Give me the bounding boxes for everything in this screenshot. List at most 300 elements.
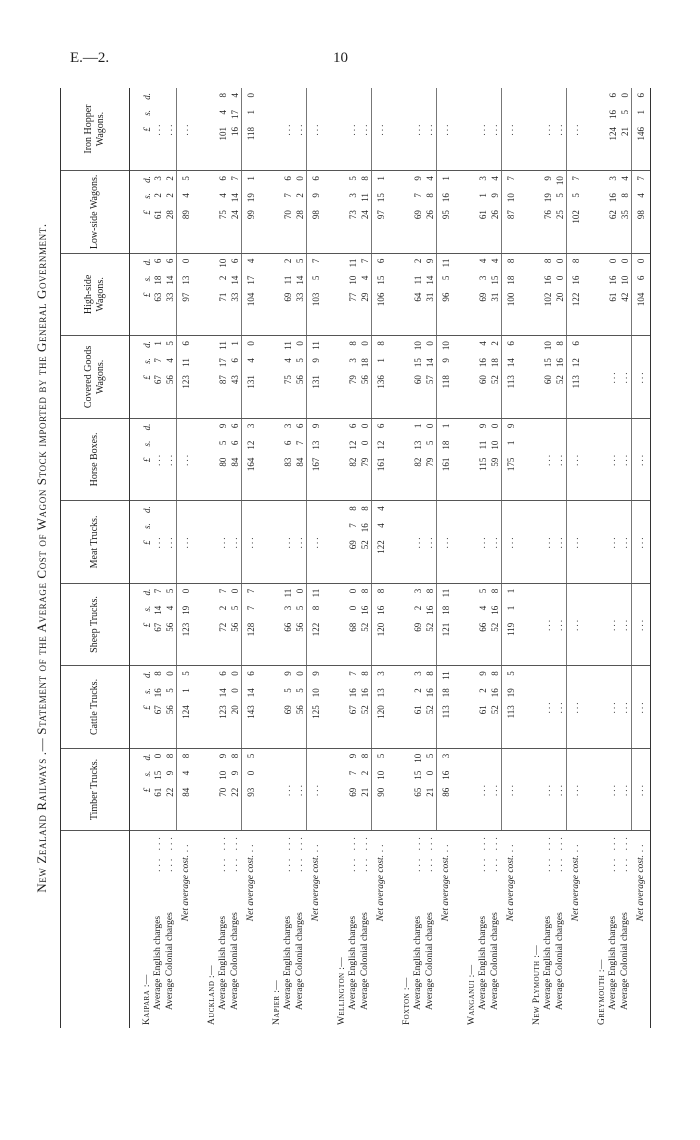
pence: 0	[230, 588, 240, 594]
row-label-text: Average Colonial charges	[555, 912, 565, 1010]
amount-cell	[437, 88, 456, 171]
pence: 1	[230, 341, 240, 346]
shillings: 10	[376, 770, 386, 780]
pence: 1	[506, 588, 516, 594]
units-cell	[195, 336, 217, 419]
shillings: 8	[311, 605, 321, 611]
net-label-text: Net average cost	[245, 857, 256, 922]
row-label-text: Average English charges	[478, 915, 488, 1010]
currency-units	[142, 669, 152, 745]
amount	[542, 257, 554, 333]
amount	[502, 339, 520, 415]
amount-cell	[502, 253, 521, 336]
row-label-text: Average English charges	[413, 915, 423, 1010]
amount-cell	[307, 88, 326, 171]
amount-cell	[437, 171, 456, 254]
shillings: 0	[425, 770, 435, 776]
table-title: New Zealand Railways.—Statement of the Average Cost of Wagon Stock imported by the General Government.	[34, 223, 49, 893]
units-cell	[455, 748, 477, 831]
pounds: 52	[555, 375, 565, 385]
pence: 11	[283, 341, 293, 350]
colonial-charges-row	[489, 88, 502, 1028]
pence: 5	[181, 671, 191, 676]
pounds: 52	[425, 622, 435, 632]
pence: 4	[478, 341, 488, 346]
pounds: 73	[348, 210, 358, 220]
pounds: 167	[311, 457, 321, 472]
amount-cell	[229, 418, 242, 501]
shillings: 14	[230, 193, 240, 203]
currency-units	[142, 257, 152, 333]
amount-cell	[632, 583, 651, 666]
amount-cell	[372, 88, 391, 171]
amount-cell	[502, 666, 521, 749]
leader-dots: ... ...	[555, 834, 565, 872]
header-label-cell	[61, 831, 130, 1028]
pounds: 52	[360, 622, 370, 632]
pounds: 118	[441, 375, 451, 389]
amount-cell	[372, 253, 391, 336]
pounds: 104	[636, 292, 646, 307]
port-heading-row	[195, 88, 217, 1028]
amount-cell	[164, 253, 177, 336]
pence: 8	[153, 671, 163, 676]
pence: 6	[165, 258, 175, 264]
amount	[424, 339, 436, 415]
amount	[412, 174, 424, 250]
pounds: 79	[425, 457, 435, 467]
pounds: 79	[360, 457, 370, 467]
pence: 0	[608, 258, 618, 264]
pounds: 59	[490, 457, 500, 467]
amount-cell	[359, 583, 372, 666]
port-name-text: New Plymouth :—	[532, 944, 542, 1025]
pence: 4	[376, 506, 386, 511]
blank-mark: ...	[571, 700, 581, 714]
amount	[152, 669, 164, 745]
pence: 8	[348, 506, 358, 511]
pounds: 57	[425, 375, 435, 385]
blank-mark: ...	[608, 700, 618, 714]
blank-mark: ...	[478, 782, 488, 797]
amount-cell	[359, 501, 372, 584]
amount-cell	[347, 171, 359, 254]
row-label-text: Average Colonial charges	[425, 912, 435, 1010]
blank-mark: ...	[311, 535, 321, 549]
shillings: 18	[360, 358, 370, 368]
leader-dots: ... ...	[425, 834, 435, 872]
amount	[437, 339, 455, 415]
pence: 5	[425, 753, 435, 759]
units-cell	[455, 583, 477, 666]
pence: 11	[283, 588, 293, 598]
pence: 4	[425, 176, 435, 181]
amount	[424, 174, 436, 250]
shillings: 6	[283, 440, 293, 446]
shillings: 7	[283, 193, 293, 198]
units-cell	[585, 88, 607, 171]
row-label	[607, 831, 619, 1028]
title-country: New Zealand Railways	[34, 758, 49, 893]
amount	[164, 174, 176, 250]
pounds: 68	[348, 622, 358, 632]
amount	[437, 174, 455, 250]
units-cell	[195, 171, 217, 254]
amount	[282, 257, 294, 333]
shillings: 10	[620, 275, 630, 285]
pence: 8	[376, 588, 386, 594]
amount-cell	[307, 666, 326, 749]
shillings: 7	[348, 523, 358, 528]
shillings: 16	[376, 605, 386, 615]
amount	[282, 339, 294, 415]
amount	[489, 339, 501, 415]
pence: 10	[413, 341, 423, 351]
units-cell	[585, 748, 607, 831]
row-label-text: Average English charges	[543, 915, 553, 1010]
amount	[477, 257, 489, 333]
amount-cell	[567, 171, 586, 254]
pounds: 115	[478, 457, 488, 471]
blank-mark: ...	[543, 452, 553, 466]
pounds: 113	[506, 375, 516, 389]
row-label-text: Average Colonial charges	[230, 912, 240, 1010]
amount-cell	[372, 501, 391, 584]
pounds: 52	[425, 705, 435, 715]
shillings: 16	[425, 605, 435, 615]
blank-mark: ...	[441, 122, 451, 136]
pence: 10	[555, 176, 565, 186]
amount-cell	[607, 748, 619, 831]
leader-dots: ...	[440, 841, 451, 858]
units-cell	[520, 336, 542, 419]
amount	[164, 669, 176, 745]
blank-mark: ...	[543, 700, 553, 714]
blank-mark: ...	[636, 535, 646, 549]
net-label	[632, 831, 651, 1028]
amount-cell	[632, 748, 651, 831]
blank-mark: ...	[311, 122, 321, 136]
amount-cell	[347, 88, 359, 171]
column-header: Low-side Wagons.	[61, 171, 130, 254]
units-cell	[520, 583, 542, 666]
pence-unit: d.	[142, 423, 152, 431]
amount	[177, 752, 195, 828]
row-label	[217, 831, 229, 1028]
amount-cell	[242, 253, 261, 336]
pounds: 131	[246, 375, 256, 389]
pounds: 131	[311, 375, 321, 389]
colonial-charges-row	[359, 88, 372, 1028]
pounds: 52	[360, 540, 370, 550]
pence: 3	[246, 423, 256, 429]
shillings: 16	[360, 688, 370, 698]
pence: 0	[490, 423, 500, 429]
amount	[554, 257, 566, 333]
amount-cell	[424, 418, 437, 501]
pence-unit: d.	[142, 588, 152, 596]
amount	[294, 339, 306, 415]
shillings: 12	[348, 440, 358, 450]
pounds: 122	[311, 622, 321, 637]
amount-cell	[164, 583, 177, 666]
amount-cell	[502, 88, 521, 171]
amount-cell	[489, 253, 502, 336]
amount-cell	[217, 583, 229, 666]
amount-cell	[424, 171, 437, 254]
amount	[554, 174, 566, 250]
amount-cell	[489, 88, 502, 171]
pence: 9	[348, 753, 358, 759]
units-cell	[585, 501, 607, 584]
shillings: 13	[311, 440, 321, 450]
amount	[177, 587, 195, 663]
title-statement: Statement of the Average Cost of Wagon Stock imported by the General Government.	[34, 223, 49, 735]
shillings: 12	[571, 358, 581, 368]
amount	[217, 422, 229, 498]
amount	[164, 339, 176, 415]
pounds: 56	[295, 375, 305, 385]
currency-units	[142, 587, 152, 663]
blank-mark: ...	[165, 122, 175, 136]
amount	[152, 752, 164, 828]
amount	[229, 257, 241, 333]
amount	[359, 174, 371, 250]
amount-cell	[152, 666, 164, 749]
amount-cell	[437, 501, 456, 584]
units-cell	[585, 336, 607, 419]
row-label	[359, 831, 372, 1028]
pounds: 63	[153, 292, 163, 302]
pence: 9	[506, 423, 516, 429]
shillings: 16	[490, 605, 500, 615]
pence: 11	[311, 341, 321, 350]
pence: 7	[506, 176, 516, 181]
amount-cell	[477, 88, 489, 171]
pence: 6	[376, 423, 386, 429]
english-charges-row	[412, 88, 424, 1028]
leader-dots: ... ...	[218, 834, 228, 872]
amount	[424, 669, 436, 745]
pounds: 124	[181, 705, 191, 719]
english-charges-row	[152, 88, 164, 1028]
pence: 8	[490, 588, 500, 594]
shillings: 10	[506, 193, 516, 203]
amount	[294, 422, 306, 498]
pence: 0	[165, 671, 175, 676]
leader-dots: ...	[180, 841, 191, 858]
amount	[242, 422, 260, 498]
units-cell	[585, 666, 607, 749]
blank-mark: ...	[295, 122, 305, 136]
amount	[347, 669, 359, 745]
port-name	[130, 831, 153, 1028]
pounds: 60	[543, 375, 553, 385]
pounds: 123	[218, 705, 228, 719]
amount-cell	[372, 171, 391, 254]
net-label-text: Net average cost	[375, 857, 386, 922]
pounds: 69	[478, 292, 488, 302]
blank-mark: ...	[620, 535, 630, 549]
amount-cell	[229, 253, 242, 336]
amount-cell	[502, 418, 521, 501]
pounds: 161	[376, 457, 386, 472]
shillings: 3	[348, 358, 358, 363]
blank-mark: ...	[283, 535, 293, 549]
shillings: 14	[230, 275, 240, 285]
pence: 4	[478, 258, 488, 264]
pence: 1	[441, 176, 451, 181]
shillings: 11	[478, 440, 488, 450]
pence: 8	[543, 258, 553, 264]
pence: 3	[413, 588, 423, 594]
blank-mark: ...	[608, 782, 618, 797]
units-cell	[390, 88, 412, 171]
amount-cell	[152, 501, 164, 584]
units-cell	[390, 253, 412, 336]
amount	[359, 587, 371, 663]
amount	[229, 174, 241, 250]
amount	[372, 504, 390, 580]
amount	[177, 339, 195, 415]
amount-cell	[424, 666, 437, 749]
net-cost-row	[307, 88, 326, 1028]
amount	[217, 752, 229, 828]
amount-cell	[424, 336, 437, 419]
shillings: 2	[218, 605, 228, 611]
pounds: 71	[218, 292, 228, 302]
shillings: 0	[230, 688, 240, 693]
shillings: 5	[311, 275, 321, 281]
pence: 8	[348, 341, 358, 346]
shilling-unit: s.	[142, 193, 152, 199]
pounds: 113	[571, 375, 581, 389]
pound-unit: £	[142, 457, 152, 463]
amount-cell	[347, 748, 359, 831]
pence: 3	[283, 423, 293, 429]
colonial-charges-row	[424, 88, 437, 1028]
amount-cell	[242, 666, 261, 749]
row-label	[412, 831, 424, 1028]
amount-cell	[282, 171, 294, 254]
units-cell	[195, 418, 217, 501]
blank-mark: ...	[478, 535, 488, 549]
amount	[294, 669, 306, 745]
pence: 2	[283, 258, 293, 264]
amount-cell	[437, 418, 456, 501]
pence: 0	[246, 93, 256, 98]
units-cell	[260, 171, 282, 254]
amount	[554, 339, 566, 415]
amount-cell	[282, 501, 294, 584]
blank-mark: ...	[218, 535, 228, 549]
leader-dots: ... ...	[608, 834, 618, 872]
amount-cell	[294, 171, 307, 254]
pence: 4	[490, 176, 500, 181]
leader-dots: ... ...	[620, 834, 630, 872]
blank-mark: ...	[295, 535, 305, 549]
amount-cell	[217, 748, 229, 831]
net-cost-row	[567, 88, 586, 1028]
amount-cell	[567, 336, 586, 419]
column-header: Cattle Trucks.	[61, 666, 130, 749]
units-cell	[130, 88, 153, 171]
amount	[424, 587, 436, 663]
amount	[542, 174, 554, 250]
pence: 9	[218, 753, 228, 759]
amount-cell	[177, 253, 196, 336]
pence: 3	[478, 176, 488, 181]
shillings: 9	[311, 358, 321, 363]
shillings: 7	[348, 770, 358, 776]
pence: 0	[555, 258, 565, 264]
pounds: 43	[230, 375, 240, 385]
shillings: 16	[441, 193, 451, 203]
amount	[502, 422, 520, 498]
units-cell	[455, 336, 477, 419]
pence: 5	[506, 671, 516, 676]
amount	[567, 339, 585, 415]
pence: 6	[608, 93, 618, 98]
amount-cell	[542, 336, 554, 419]
pence: 3	[376, 671, 386, 676]
amount-cell	[489, 336, 502, 419]
column-header: Covered Goods Wagons.	[61, 336, 130, 419]
pound-unit: £	[142, 787, 152, 793]
shilling-unit: s.	[142, 275, 152, 282]
shillings: 4	[376, 523, 386, 528]
units-cell	[260, 501, 282, 584]
pounds: 20	[555, 292, 565, 302]
amount	[152, 339, 164, 415]
net-label	[437, 831, 456, 1028]
pounds: 97	[181, 292, 191, 302]
amount-cell	[607, 501, 619, 584]
pence: 8	[218, 93, 228, 98]
amount	[359, 257, 371, 333]
shillings: 11	[360, 193, 370, 202]
amount-cell	[477, 501, 489, 584]
pence: 5	[165, 588, 175, 594]
pounds: 102	[543, 292, 553, 307]
amount	[164, 587, 176, 663]
amount-cell	[412, 336, 424, 419]
net-label-text: Net average cost	[505, 857, 516, 922]
pounds: 56	[165, 705, 175, 715]
pounds: 56	[295, 622, 305, 632]
port-name	[260, 831, 282, 1028]
currency-units	[142, 752, 152, 828]
amount	[294, 174, 306, 250]
units-cell	[585, 253, 607, 336]
pounds: 61	[153, 210, 163, 220]
amount	[242, 752, 260, 828]
leader-dots: ... ...	[153, 834, 163, 872]
amount	[502, 587, 520, 663]
pence: 3	[608, 176, 618, 181]
pence: 8	[490, 671, 500, 676]
currency-units	[142, 91, 152, 167]
amount-cell	[164, 88, 177, 171]
units-cell	[455, 501, 477, 584]
shillings: 7	[295, 440, 305, 446]
amount	[164, 257, 176, 333]
amount	[372, 422, 390, 498]
pence: 8	[425, 588, 435, 594]
pounds: 67	[153, 622, 163, 632]
port-name-text: Kaipara :—	[142, 974, 152, 1025]
units-cell	[195, 253, 217, 336]
